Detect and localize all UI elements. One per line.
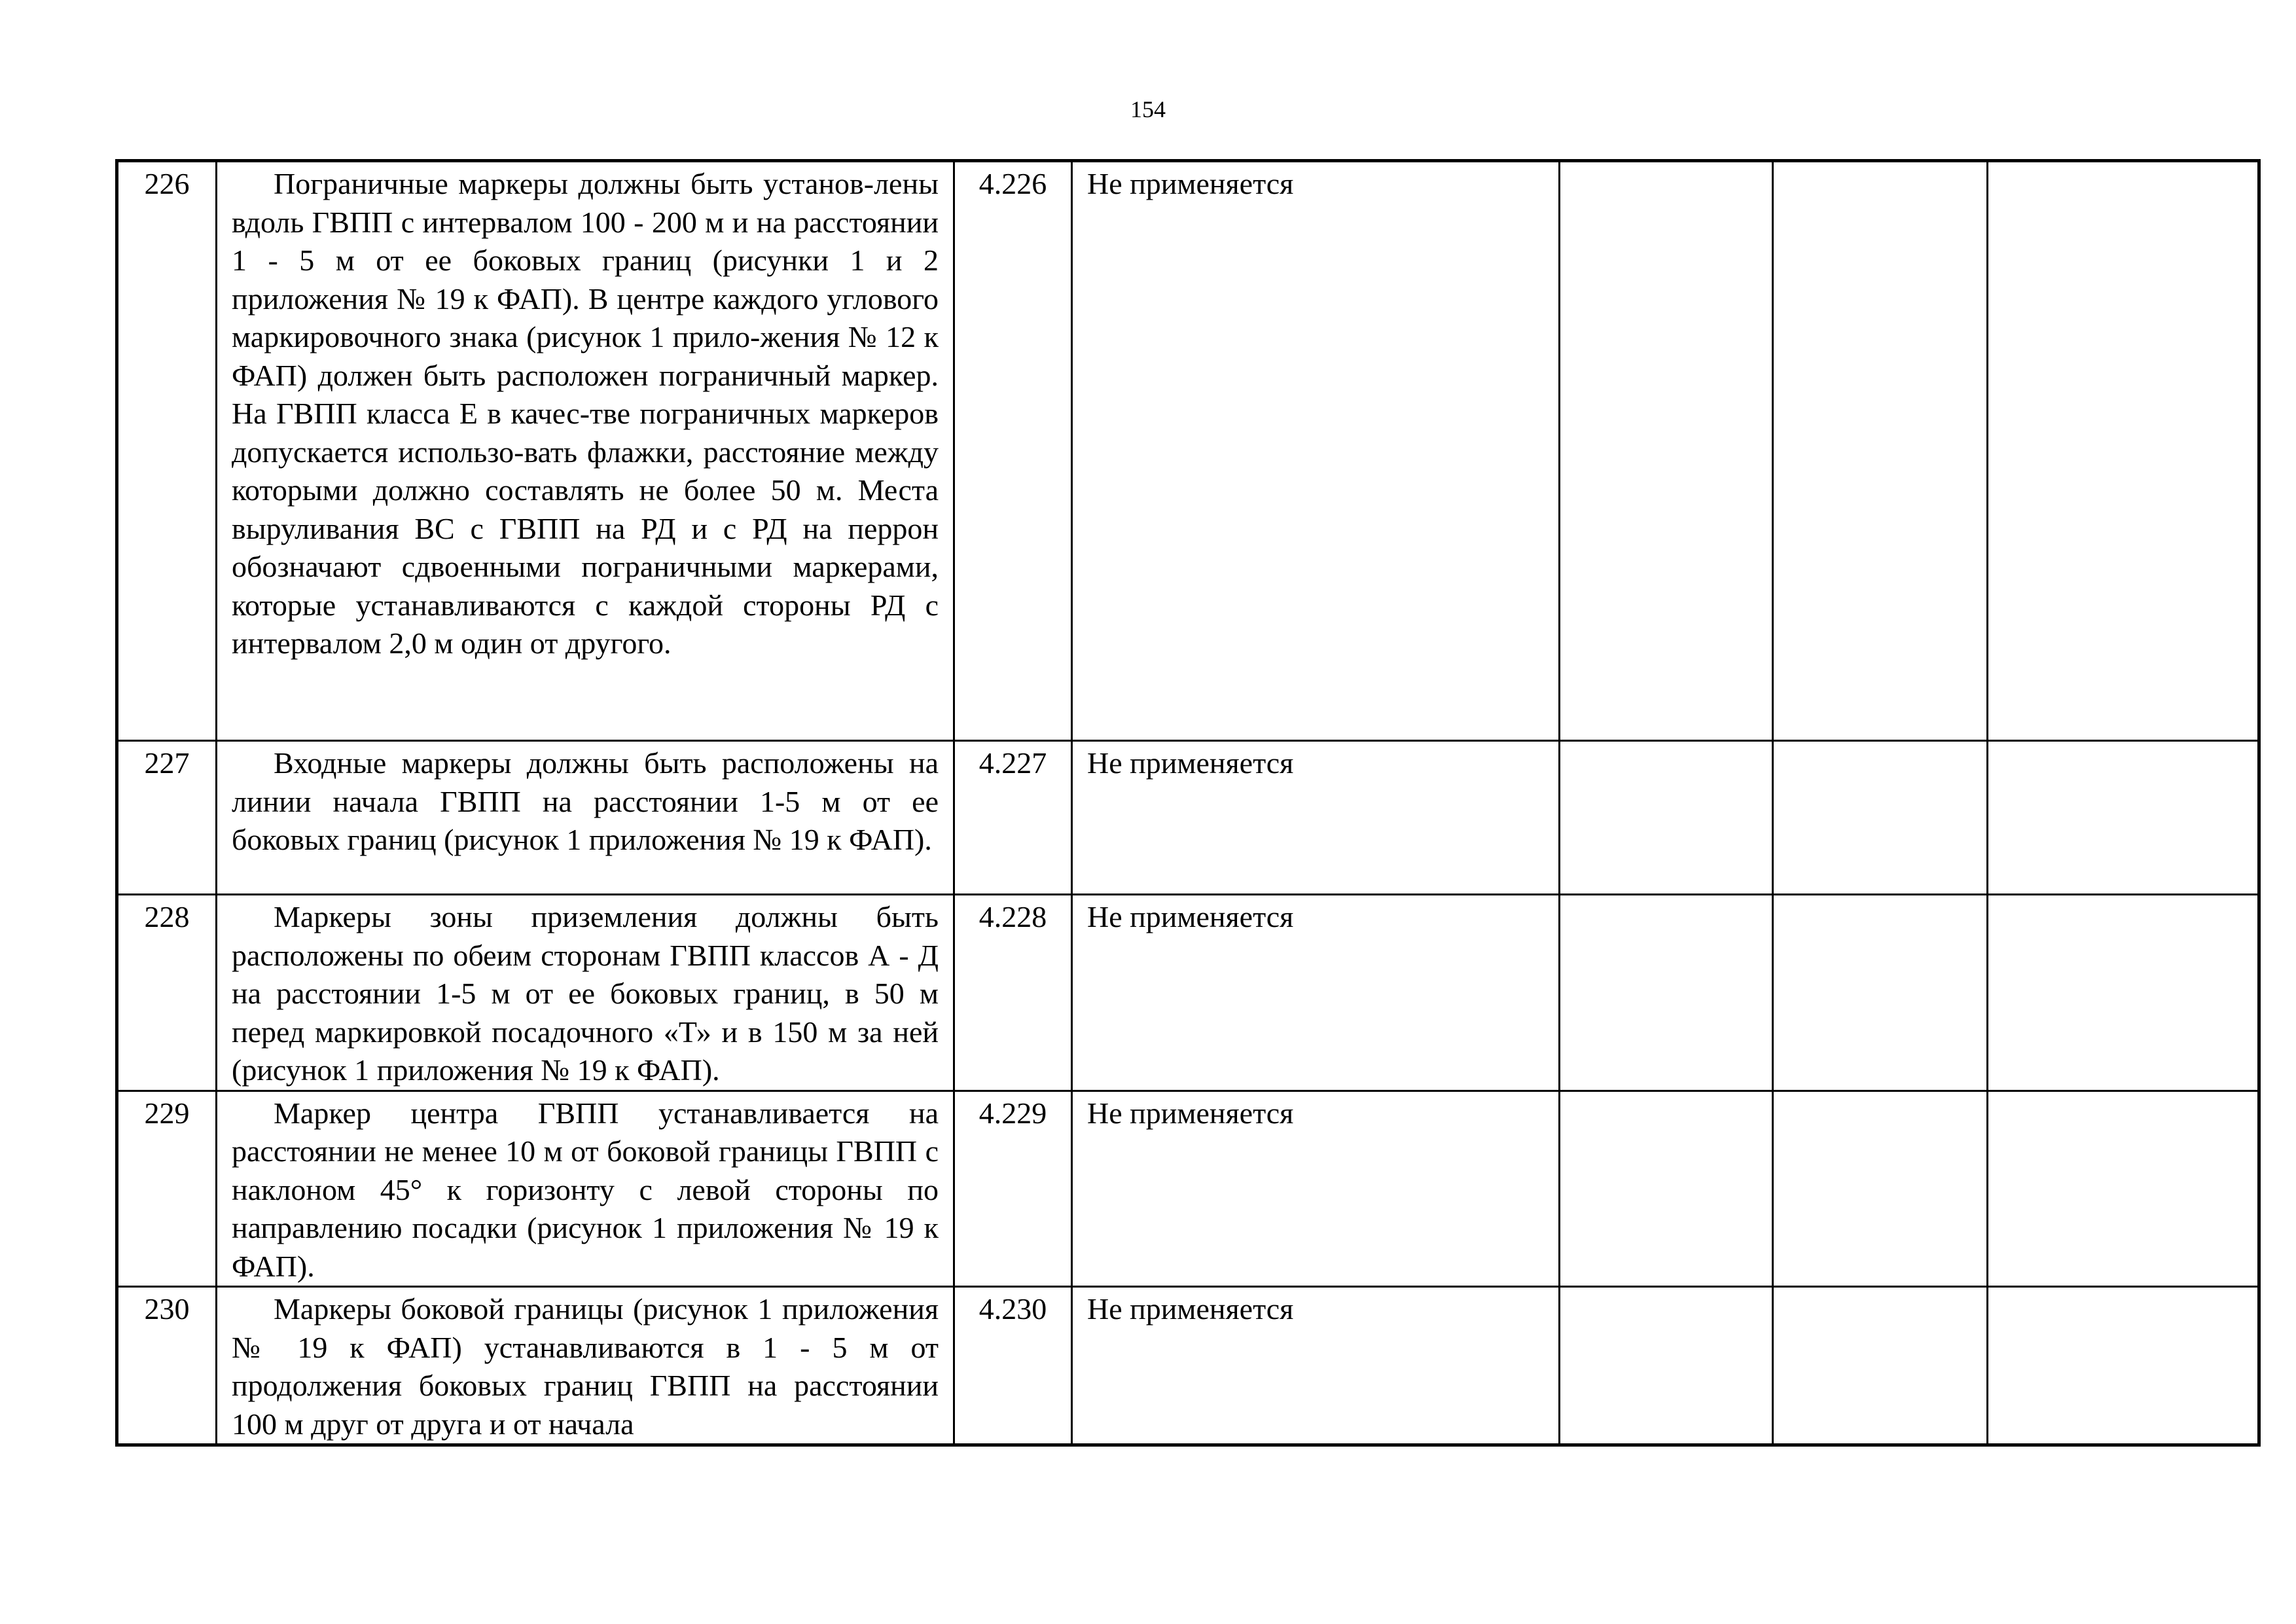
applicability-status: Не применяется — [1072, 1091, 1560, 1287]
requirement-text: Маркеры зоны приземления должны быть расположены по обеим сторонам ГВПП классов А - Д на расстоянии 1-5 м от ее боковых границ, в 50 м перед маркировкой посадочного «Т» и в 150 м за ней (рисунок 1 приложения № 19 к ФАП). — [232, 900, 939, 1087]
requirement-text: Пограничные маркеры должны быть установ-лены вдоль ГВПП с интервалом 100 - 200 м и на расстоянии 1 - 5 м от ее боковых границ (рисунки 1 и 2 приложения № 19 к ФАП). В центре каждого углового маркировочного знака (рисунок 1 прило-жения № 12 к ФАП) должен быть расположен пограничный маркер. На ГВПП класса Е в качес-тве пограничных маркеров допускается использо-вать флажки, расстояние между которыми должно составлять не более 50 м. Места выруливания ВС с ГВПП на РД и с РД на перрон обозначают сдвоенными пограничными маркерами, которые устанавливаются с каждой стороны РД с интервалом 2,0 м один от другого. — [232, 167, 939, 660]
empty-cell — [1988, 741, 2259, 895]
page-number: 154 — [1130, 96, 1166, 122]
clause-reference: 4.229 — [954, 1091, 1072, 1287]
row-number: 230 — [117, 1287, 217, 1445]
table-row — [117, 1287, 2259, 1445]
clause-reference: 4.227 — [954, 741, 1072, 895]
applicability-status: Не применяется — [1072, 895, 1560, 1091]
empty-cell — [1988, 895, 2259, 1091]
empty-cell — [1560, 895, 1773, 1091]
empty-cell — [1560, 741, 1773, 895]
requirement-text-cell — [217, 1091, 954, 1287]
empty-cell — [1988, 1091, 2259, 1287]
clause-reference: 4.226 — [954, 161, 1072, 741]
requirement-text-cell — [217, 1287, 954, 1445]
empty-cell — [1560, 161, 1773, 741]
row-number: 227 — [117, 741, 217, 895]
applicability-status: Не применяется — [1072, 161, 1560, 741]
table-row — [117, 161, 2259, 741]
clause-reference: 4.228 — [954, 895, 1072, 1091]
table-row — [117, 741, 2259, 895]
requirement-text-cell — [217, 741, 954, 895]
row-number: 229 — [117, 1091, 217, 1287]
empty-cell — [1773, 741, 1988, 895]
requirement-text: Входные маркеры должны быть расположены на линии начала ГВПП на расстоянии 1-5 м от ее боковых границ (рисунок 1 приложения № 19 к ФАП). — [232, 746, 939, 856]
empty-cell — [1773, 1287, 1988, 1445]
requirements-table — [115, 159, 2261, 1447]
empty-cell — [1773, 895, 1988, 1091]
empty-cell — [1988, 161, 2259, 741]
empty-cell — [1560, 1287, 1773, 1445]
table-row — [117, 1091, 2259, 1287]
requirement-text: Маркеры боковой границы (рисунок 1 приложения № 19 к ФАП) устанавливаются в 1 - 5 м от продолжения боковых границ ГВПП на расстоянии 100 м друг от друга и от начала — [232, 1292, 939, 1441]
empty-cell — [1560, 1091, 1773, 1287]
table-row — [117, 895, 2259, 1091]
clause-reference: 4.230 — [954, 1287, 1072, 1445]
applicability-status: Не применяется — [1072, 1287, 1560, 1445]
row-number: 226 — [117, 161, 217, 741]
applicability-status: Не применяется — [1072, 741, 1560, 895]
requirement-text-cell — [217, 161, 954, 741]
empty-cell — [1773, 161, 1988, 741]
requirement-text: Маркер центра ГВПП устанавливается на расстоянии не менее 10 м от боковой границы ГВПП с наклоном 45° к горизонту с левой стороны по направлению посадки (рисунок 1 приложения № 19 к ФАП). — [232, 1096, 939, 1283]
empty-cell — [1988, 1287, 2259, 1445]
empty-cell — [1773, 1091, 1988, 1287]
row-number: 228 — [117, 895, 217, 1091]
requirement-text-cell — [217, 895, 954, 1091]
